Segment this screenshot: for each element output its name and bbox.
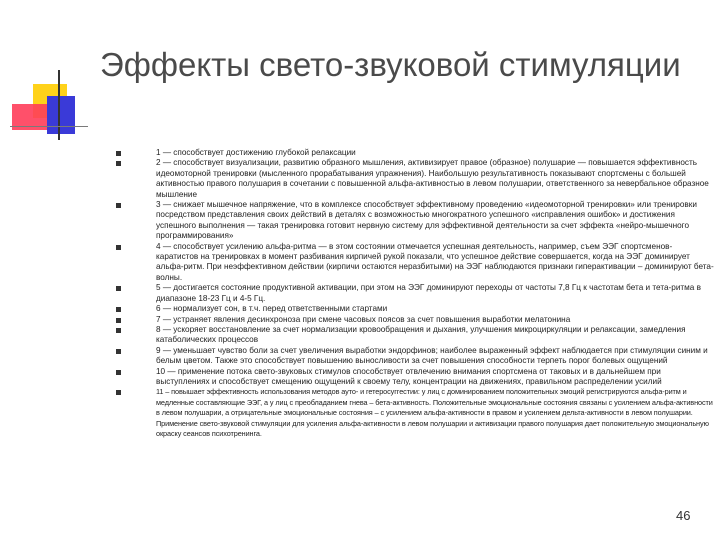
list-item-text: 2 — способствует визуализации, развитию образного мышления, активизирует правое (образное) полушарие — повышается эффективность идеомоторной тренировки (мысленного прорабатывания упражнения). Наибольшую результативность показывают спортсмены с большей активностью правого полушария в сочетании с повышенной альфа-активностью в левом полушарии, ответственного за невербальное образное мышление [156,158,709,199]
bullet-icon [116,349,121,354]
bullet-icon [116,203,121,208]
bullet-icon [116,390,121,395]
list-item-text: 3 — снижает мышечное напряжение, что в комплексе способствует эффективному проведению «идеомоторной тренировки» или тренировки посредством представления своих действий в деталях с возможностью многократного успешного «исправления ошибок» и достижения успешного выполнения — такая тренировка готовит нервную систему для эффективной деятельности за счет эффекта «нейро-мышечного программирования» [156,200,697,241]
list-item [116,346,714,367]
list-item [116,304,714,314]
bullet-icon [116,161,121,166]
bullet-icon [116,318,121,323]
list-item [116,200,714,242]
bullet-icon [116,151,121,156]
bullet-icon [116,370,121,375]
list-item [116,242,714,284]
list-item [116,283,714,304]
bullet-icon [116,245,121,250]
list-item-text: 4 — способствует усилению альфа-ритма — в этом состоянии отмечается успешная деятельность, например, съем ЭЭГ спортсменов-каратистов на тренировках в момент разбивания кирпичей рукой показали, что успешное действие совершается, когда на ЭЭГ доминирует альфа-ритм. При неэффективном действии (кирпичи остаются неразбитыми) на ЭЭГ наблюдаются признаки гиперактивации – доминируют бета-волны. [156,241,714,282]
list-item [116,325,714,346]
list-item-text: 1 — способствует достижению глубокой релаксации [156,148,356,157]
bullet-icon [116,286,121,291]
list-item-text: 7 — устраняет явления десинхроноза при смене часовых поясов за счет повышения выработки мелатонина [156,314,571,324]
list-item [116,367,714,388]
list-item-text: 8 — ускоряет восстановление за счет нормализации кровообращения и дыхания, улучшения микроциркуляции и релаксации, замедления катаболических процессов [156,324,686,345]
bullet-icon [116,307,121,312]
decor-vertical-line [58,70,60,140]
effects-list [116,148,714,439]
decor-horizontal-line [10,126,88,127]
list-item-text: 5 — достигается состояние продуктивной активации, при этом на ЭЭГ доминируют переходы от частоты 7,8 Гц к частотам бета и тета-ритма в диапазоне 18-23 Гц и 4-5 Гц. [156,283,701,303]
list-item [116,387,714,439]
list-item-text: 6 — нормализует сон, в т.ч. перед ответственными стартами [156,304,388,314]
list-item [116,315,714,325]
list-item-text: 11 – повышает эффективность использования методов ауто- и гетеросуггестии: у лиц с доминированием положительных эмоций регистрируются альфа-ритм и медленные составляющие ЭЭГ, а у лиц с преобладанием гнева – бета-активность. Положительные эмоциональные состояния связаны с усилением альфа-активности в левом полушарии, а отрицательные эмоциональные состояния – с усилением альфа-активности в правом и усилением дельта-активности в левом полушарии. Применение свето-звуковой стимуляции для усиления альфа-активности в левом полушарии и активизации правого полушария дает положительную эмоциональную окраску сеансов психотренинга. [156,387,713,438]
list-item [116,158,714,200]
list-item-text: 9 — уменьшает чувство боли за счет увеличения выработки эндорфинов; наиболее выраженный эффект наблюдается при стимуляции синим и белым цветом. Также это способствует повышению выносливости за счет повышения способности терпеть порог болевых ощущений [156,345,708,366]
bullet-icon [116,328,121,333]
list-item [116,148,714,158]
slide-title: Эффекты свето-звуковой стимуляции [100,46,681,83]
list-item-text: 10 — применение потока свето-звуковых стимулов способствует отвлечению внимания спортсмена от таковых и в дальнейшем при выступлениях и способствует смещению ощущений к своему телу, концентрации на движениях, правильном распределении усилий [156,366,662,386]
decor-blue-square [47,96,75,134]
page-number: 46 [676,508,691,523]
